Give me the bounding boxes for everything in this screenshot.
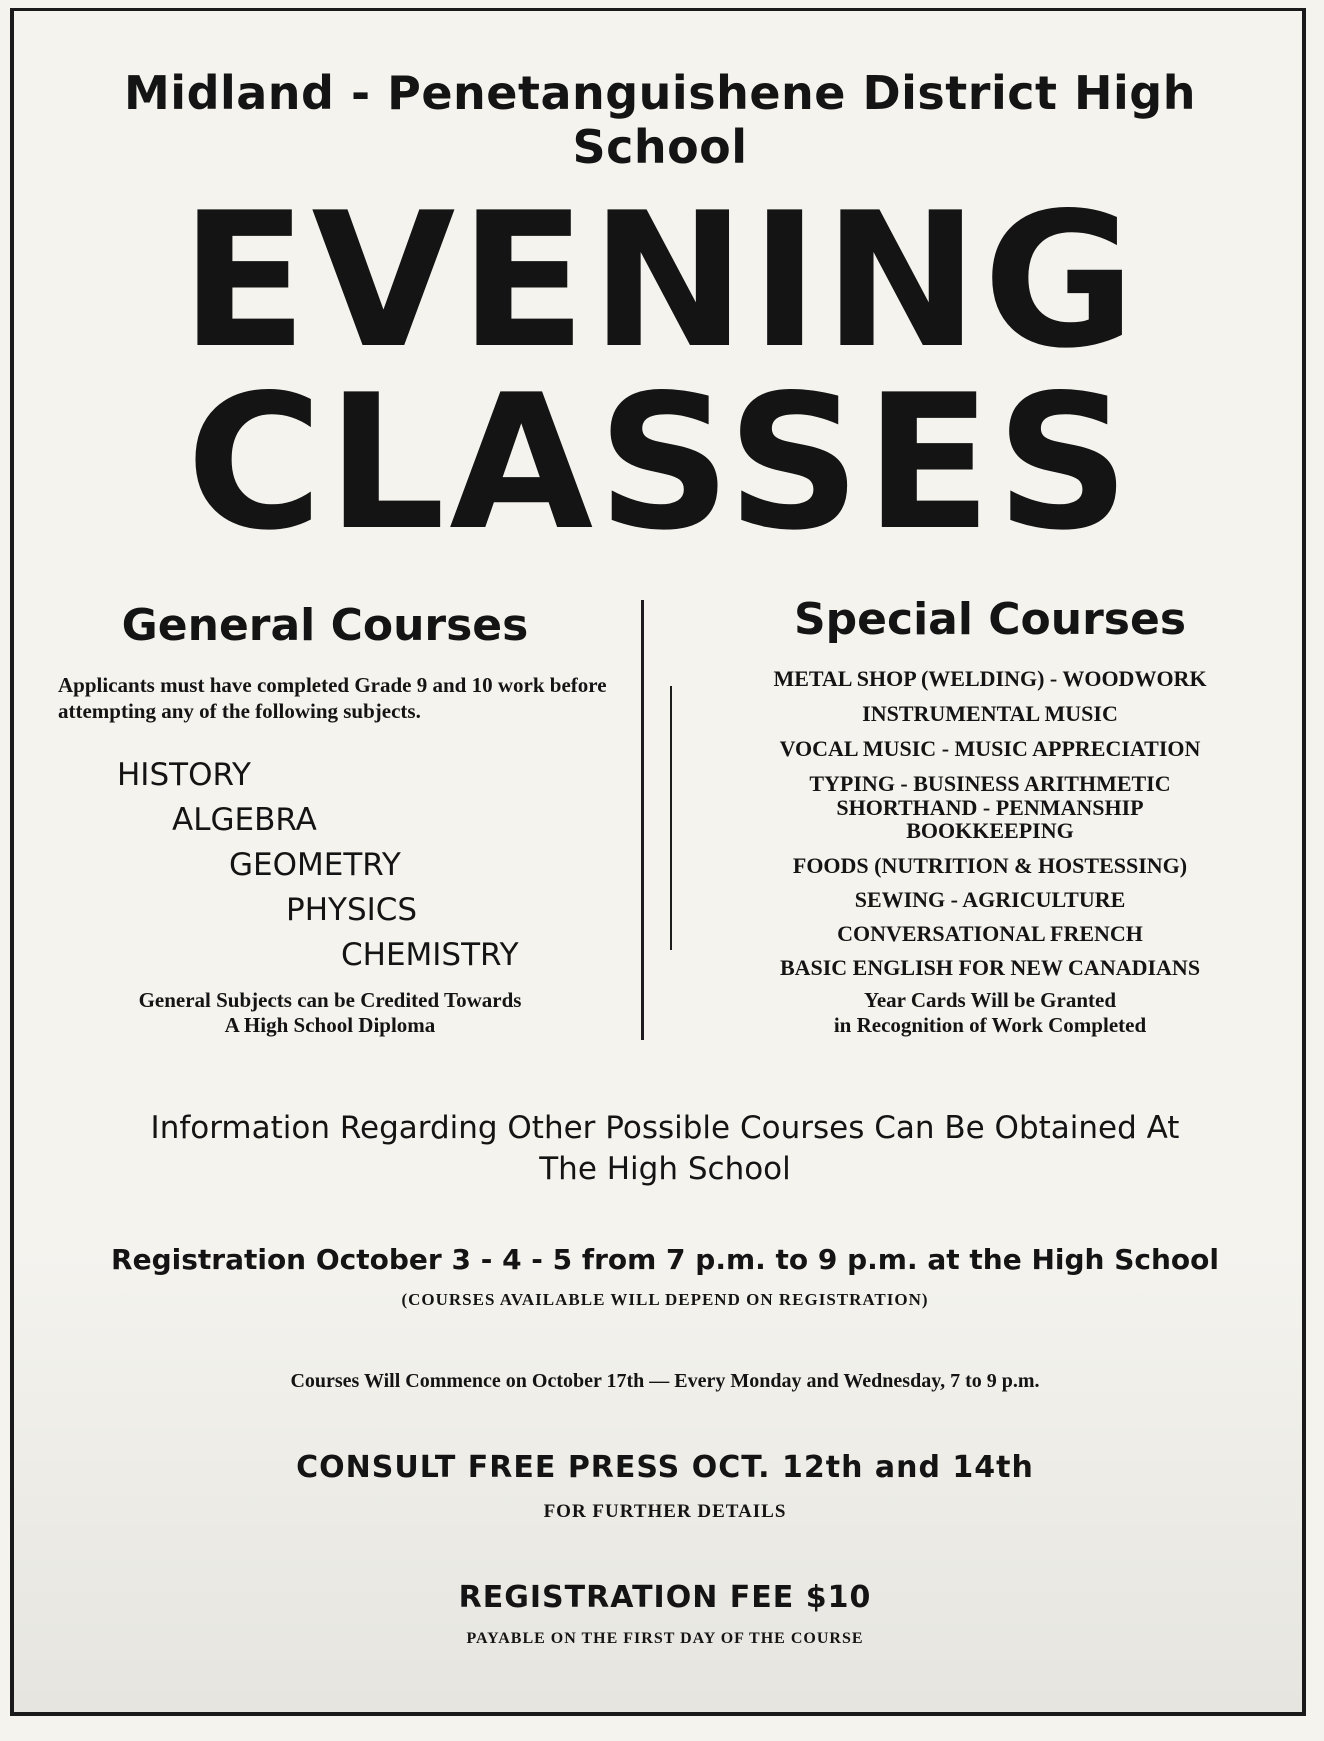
special-course-line: FOODS (NUTRITION & HOSTESSING)	[792, 853, 1188, 878]
year-cards-line1: Year Cards Will be Granted	[863, 988, 1116, 1012]
credit-note	[58, 988, 602, 1038]
special-course-line: TYPING - BUSINESS ARITHMETIC	[809, 771, 1171, 796]
year-cards-line2: in Recognition of Work Completed	[833, 1013, 1147, 1037]
registration-dates: Registration October 3 - 4 - 5 from 7 p.m. to 9 p.m. at the High School	[111, 1243, 1219, 1276]
general-courses-title: General Courses	[121, 600, 529, 651]
subject-algebra: ALGEBRA	[172, 802, 317, 838]
subject-physics: PHYSICS	[286, 892, 418, 928]
special-course-line: SHORTHAND - PENMANSHIP	[836, 795, 1144, 820]
fee-payable-note: PAYABLE ON THE FIRST DAY OF THE COURSE	[466, 1630, 864, 1647]
column-divider	[641, 600, 644, 1040]
special-courses-title: Special Courses	[793, 594, 1187, 645]
special-course-line: BASIC ENGLISH FOR NEW CANADIANS	[779, 955, 1201, 980]
year-cards-note	[700, 988, 1280, 1038]
registration-fee: REGISTRATION FEE $10	[458, 1580, 872, 1615]
column-divider-inner	[670, 686, 672, 950]
special-course-line: SEWING - AGRICULTURE	[854, 887, 1126, 912]
headline-evening: EVENING	[180, 172, 1140, 389]
info-line1: Information Regarding Other Possible Courses Can Be Obtained At	[150, 1110, 1180, 1146]
info-line2: The High School	[539, 1151, 791, 1187]
subject-chemistry: CHEMISTRY	[341, 937, 519, 973]
special-course-line: INSTRUMENTAL MUSIC	[862, 701, 1118, 726]
special-course-line: CONVERSATIONAL FRENCH	[837, 921, 1143, 946]
credit-note-line1: General Subjects can be Credited Towards	[138, 988, 522, 1012]
subject-history: HISTORY	[117, 757, 251, 793]
commence-info: Courses Will Commence on October 17th — Every Monday and Wednesday, 7 to 9 p.m.	[290, 1370, 1040, 1392]
general-requirement: Applicants must have completed Grade 9 and 10 work before attempting any of the following subjects.	[58, 673, 607, 723]
credit-note-line2: A High School Diploma	[224, 1013, 436, 1037]
consult-free-press: CONSULT FREE PRESS OCT. 12th and 14th	[296, 1450, 1034, 1485]
special-course-line: METAL SHOP (WELDING) - WOODWORK	[773, 666, 1207, 691]
special-course-line: BOOKKEEPING	[906, 818, 1074, 843]
headline-classes: CLASSES	[186, 354, 1134, 571]
subject-geometry: GEOMETRY	[229, 847, 401, 883]
further-details: FOR FURTHER DETAILS	[543, 1501, 787, 1522]
school-name: Midland - Penetanguishene District High School	[124, 66, 1196, 174]
info-text	[60, 1108, 1270, 1190]
special-course-line: VOCAL MUSIC - MUSIC APPRECIATION	[779, 736, 1201, 761]
registration-note: (COURSES AVAILABLE WILL DEPEND ON REGISTRATION)	[401, 1290, 929, 1309]
